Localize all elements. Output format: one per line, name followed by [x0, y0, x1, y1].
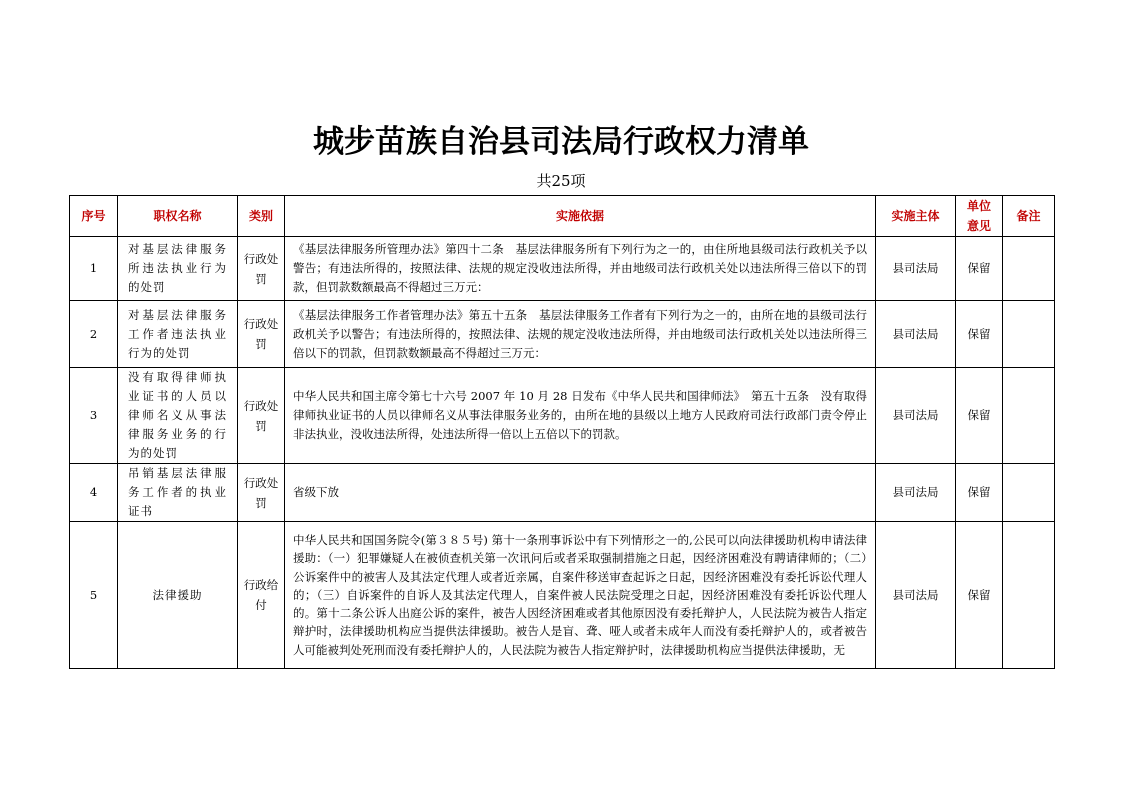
cell-opinion: 保留 [956, 464, 1003, 522]
item-count: 共25项 [536, 172, 586, 190]
cell-remark [1003, 464, 1055, 522]
table-row [70, 301, 1055, 368]
header-remark: 备注 [1003, 196, 1055, 237]
cell-body: 县司法局 [876, 368, 956, 464]
cell-basis: 中华人民共和国主席令第七十六号 2007 年 10 月 28 日发布《中华人民共和国律师法》 第五十五条 没有取得律师执业证书的人员以律师名义从事法律服务业务的，由所在地的县级以上地方人民政府司法行政部门责令停止非法执业，没收违法所得，处违法所得一倍以上五倍以下的罚款。 [285, 368, 876, 464]
table-header-row [70, 196, 1055, 237]
header-opinion: 单位意见 [956, 196, 1003, 237]
table-row [70, 368, 1055, 464]
cell-no: 3 [70, 368, 118, 464]
cell-no: 4 [70, 464, 118, 522]
cell-no: 2 [70, 301, 118, 368]
header-no: 序号 [70, 196, 118, 237]
cell-body: 县司法局 [876, 237, 956, 301]
cell-category: 行政处罚 [238, 368, 285, 464]
cell-category: 行政处罚 [238, 464, 285, 522]
cell-body: 县司法局 [876, 301, 956, 368]
cell-no: 5 [70, 522, 118, 669]
table-row [70, 522, 1055, 669]
cell-name: 法律援助 [118, 522, 238, 669]
cell-basis: 《基层法律服务工作者管理办法》第五十五条 基层法律服务工作者有下列行为之一的，由所在地的县级司法行政机关予以警告；有违法所得的，按照法律、法规的规定没收违法所得，并由地级司法行政机关处以违法所得三倍以下的罚款，但罚款数额最高不得超过三万元： [285, 301, 876, 368]
cell-opinion: 保留 [956, 301, 1003, 368]
power-list-table [69, 195, 1055, 669]
cell-category: 行政处罚 [238, 301, 285, 368]
cell-opinion: 保留 [956, 368, 1003, 464]
table-row [70, 464, 1055, 522]
cell-category: 行政处罚 [238, 237, 285, 301]
cell-remark [1003, 301, 1055, 368]
cell-name: 没有取得律师执业证书的人员以律师名义从事法律服务业务的行为的处罚 [118, 368, 238, 464]
cell-basis: 省级下放 [285, 464, 876, 522]
header-name: 职权名称 [118, 196, 238, 237]
cell-name: 对基层法律服务工作者违法执业行为的处罚 [118, 301, 238, 368]
cell-remark [1003, 522, 1055, 669]
cell-basis: 中华人民共和国国务院令(第３８５号) 第十一条刑事诉讼中有下列情形之一的,公民可以向法律援助机构申请法律援助：（一）犯罪嫌疑人在被侦查机关第一次讯问后或者采取强制措施之日起，因经济困难没有聘请律师的；（二）公诉案件中的被害人及其法定代理人或者近亲属，自案件移送审查起诉之日起，因经济困难没有委托诉讼代理人的；（三）自诉案件的自诉人及其法定代理人，自案件被人民法院受理之日起，因经济困难没有委托诉讼代理人的。第十二条公诉人出庭公诉的案件，被告人因经济困难或者其他原因没有委托辩护人，人民法院为被告人指定辩护时，法律援助机构应当提供法律援助。被告人是盲、聋、哑人或者未成年人而没有委托辩护人的，或者被告人可能被判处死刑而没有委托辩护人的，人民法院为被告人指定辩护时，法律援助机构应当提供法律援助，无 [285, 522, 876, 669]
cell-basis: 《基层法律服务所管理办法》第四十二条 基层法律服务所有下列行为之一的，由住所地县级司法行政机关予以警告；有违法所得的，按照法律、法规的规定没收违法所得，并由地级司法行政机关处以违法所得三倍以下的罚款，但罚款数额最高不得超过三万元： [285, 237, 876, 301]
header-category: 类别 [238, 196, 285, 237]
cell-opinion: 保留 [956, 237, 1003, 301]
header-basis: 实施依据 [285, 196, 876, 237]
cell-remark [1003, 368, 1055, 464]
header-body: 实施主体 [876, 196, 956, 237]
table-row [70, 237, 1055, 301]
cell-name: 对基层法律服务所违法执业行为的处罚 [118, 237, 238, 301]
cell-name: 吊销基层法律服务工作者的执业证书 [118, 464, 238, 522]
document-title: 城步苗族自治县司法局行政权力清单 [313, 124, 809, 160]
cell-remark [1003, 237, 1055, 301]
cell-body: 县司法局 [876, 522, 956, 669]
cell-opinion: 保留 [956, 522, 1003, 669]
cell-body: 县司法局 [876, 464, 956, 522]
cell-category: 行政给付 [238, 522, 285, 669]
cell-no: 1 [70, 237, 118, 301]
